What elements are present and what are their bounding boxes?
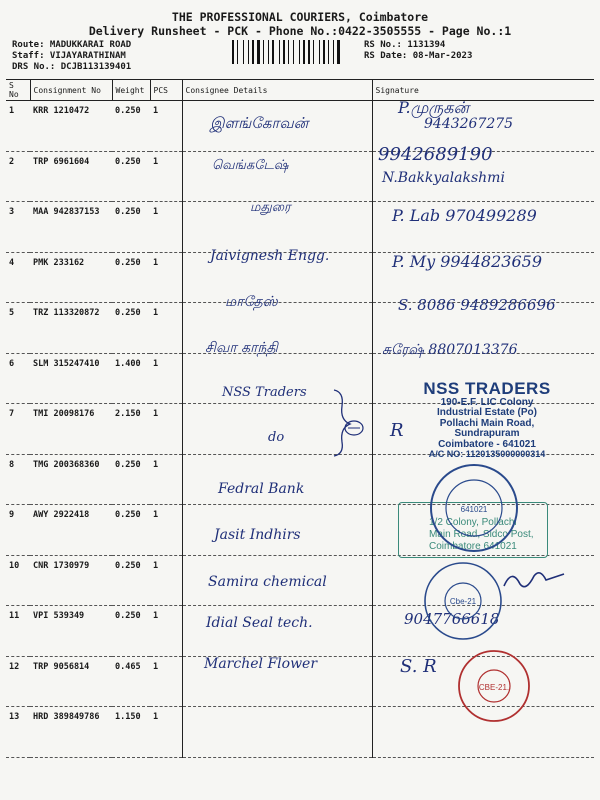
col-signature: Signature	[372, 80, 594, 101]
row-consignment: AWY 2922418	[30, 505, 112, 556]
consignee-hand: இளங்கோவன்	[210, 114, 309, 132]
fowler-seal-center: CBE-21.	[478, 683, 510, 692]
scribble-mark	[500, 566, 570, 594]
stamp-line: 190-E.F. LIC Colony	[440, 396, 534, 408]
drs-label: DRS No.: DCJB113139401	[12, 62, 132, 72]
row-sno: 9	[6, 505, 30, 556]
runsheet-subtitle: Delivery Runsheet - PCK - Phone No.:0422-3505555 - Page No.:1	[88, 24, 512, 38]
consignee-hand: Jasit Indhirs	[214, 527, 301, 543]
row-pcs: 1	[150, 606, 182, 657]
staff-label: Staff: VIJAYARATHINAM	[12, 51, 126, 61]
row-pcs: 1	[150, 505, 182, 556]
row-sno: 4	[6, 252, 30, 303]
consignee-hand: NSS Traders	[222, 385, 307, 400]
col-consignment: Consignment No	[30, 80, 112, 101]
row-consignment: TMI 20098176	[30, 404, 112, 455]
consignee-hand: do	[268, 430, 285, 445]
row-consignment: HRD 389849786	[30, 707, 112, 758]
fowler-seal	[456, 648, 532, 724]
row-pcs: 1	[150, 202, 182, 253]
signature-hand: P. Lab 970499289	[392, 206, 537, 225]
scribble-mark	[340, 416, 370, 440]
row-weight: 0.250	[112, 555, 150, 606]
row-pcs: 1	[150, 101, 182, 152]
consignee-hand: Jaivignesh Engg.	[210, 248, 330, 264]
row-sno: 10	[6, 555, 30, 606]
row-sno: 6	[6, 353, 30, 404]
row-consignment: TMG 200368360	[30, 454, 112, 505]
row-pcs: 1	[150, 454, 182, 505]
samira-seal	[422, 560, 504, 642]
signature-hand: N.Bakkyalakshmi	[382, 170, 505, 186]
col-weight: Weight	[112, 80, 150, 101]
row-pcs: 1	[150, 404, 182, 455]
row-weight: 0.250	[112, 101, 150, 152]
barcode	[232, 40, 352, 64]
consignee-hand: Fedral Bank	[218, 481, 305, 497]
row-sno: 13	[6, 707, 30, 758]
row-consignment: TRP 9056814	[30, 656, 112, 707]
row-consignment: TRP 6961604	[30, 151, 112, 202]
row-weight: 0.250	[112, 606, 150, 657]
consignee-hand: வெங்கடேஷ்	[212, 158, 289, 173]
row-consignment: PMK 233162	[30, 252, 112, 303]
row-weight: 0.250	[112, 252, 150, 303]
row-sno: 8	[6, 454, 30, 505]
rs-date: RS Date: 08-Mar-2023	[364, 51, 473, 61]
nss-traders-stamp	[402, 380, 572, 460]
stamp-line: Coimbatore - 641021	[438, 438, 536, 450]
row-consignment: SLM 315247410	[30, 353, 112, 404]
samira-seal-center: Cbe-21	[449, 597, 477, 606]
row-sno: 7	[6, 404, 30, 455]
consignee-hand: சிவா காந்தி	[205, 340, 278, 356]
rs-number: RS No.: 1131394	[364, 40, 446, 50]
row-consignee	[182, 707, 372, 758]
signature-hand: R	[390, 420, 404, 441]
row-pcs: 1	[150, 555, 182, 606]
signature-hand: 9443267275	[424, 116, 514, 132]
row-pcs: 1	[150, 151, 182, 202]
stamp-title: NSS TRADERS	[423, 379, 551, 398]
signature-hand: P. My 9944823659	[392, 252, 542, 271]
signature-hand: S. 8086 9489286696	[398, 296, 556, 314]
row-sno: 3	[6, 202, 30, 253]
stamp-line: Industrial Estate (Po)	[436, 407, 537, 419]
row-sno: 2	[6, 151, 30, 202]
row-pcs: 1	[150, 252, 182, 303]
row-weight: 1.150	[112, 707, 150, 758]
row-sno: 12	[6, 656, 30, 707]
row-weight: 0.250	[112, 202, 150, 253]
row-pcs: 1	[150, 656, 182, 707]
row-weight: 0.250	[112, 303, 150, 354]
signature-hand: 9047766618	[404, 610, 500, 628]
row-pcs: 1	[150, 353, 182, 404]
row-consignment: CNR 1730979	[30, 555, 112, 606]
row-weight: 2.150	[112, 404, 150, 455]
row-consignment: TRZ 113320872	[30, 303, 112, 354]
company-title: THE PROFESSIONAL COURIERS, Coimbatore	[171, 10, 429, 24]
signature-hand: 9942689190	[378, 144, 493, 165]
row-sno: 1	[6, 101, 30, 152]
row-sno: 11	[6, 606, 30, 657]
bank-seal	[428, 462, 520, 554]
svg-text:641021: 641021	[460, 505, 488, 514]
consignee-hand: Samira chemical	[208, 574, 327, 590]
row-weight: 0.250	[112, 454, 150, 505]
row-consignment: KRR 1210472	[30, 101, 112, 152]
signature-hand: S. R	[400, 656, 437, 677]
col-pcs: PCS	[150, 80, 182, 101]
consignee-hand: மதுரை	[250, 200, 291, 215]
table-row	[6, 151, 594, 202]
consignee-hand: Idial Seal tech.	[206, 615, 313, 631]
row-weight: 0.250	[112, 151, 150, 202]
row-pcs: 1	[150, 303, 182, 354]
row-weight: 0.465	[112, 656, 150, 707]
row-consignment: MAA 942837153	[30, 202, 112, 253]
stamp-line: Sundrapuram	[454, 428, 520, 440]
route-label: Route: MADUKKARAI ROAD	[12, 40, 132, 50]
row-pcs: 1	[150, 707, 182, 758]
table-header-row	[6, 80, 594, 101]
row-sno: 5	[6, 303, 30, 354]
col-sno: S No	[6, 80, 30, 101]
signature-hand: P.முருகன்	[398, 98, 469, 117]
stamp-line: A/C NO: 1120135000000314	[428, 449, 546, 460]
consignee-hand: மாதேஸ்	[225, 294, 278, 310]
row-weight: 0.250	[112, 505, 150, 556]
col-consignee: Consignee Details	[182, 80, 372, 101]
stamp-line: Pollachi Main Road,	[439, 417, 535, 429]
bank-stamp: 1/2 Colony, Pollachi Main Road, Sidco Post, Coimbatore 641021	[398, 502, 548, 558]
signature-hand: சுரேஷ் 8807013376	[382, 342, 518, 358]
consignee-hand: Marchel Flower	[204, 656, 318, 672]
row-weight: 1.400	[112, 353, 150, 404]
row-consignment: VPI 539349	[30, 606, 112, 657]
